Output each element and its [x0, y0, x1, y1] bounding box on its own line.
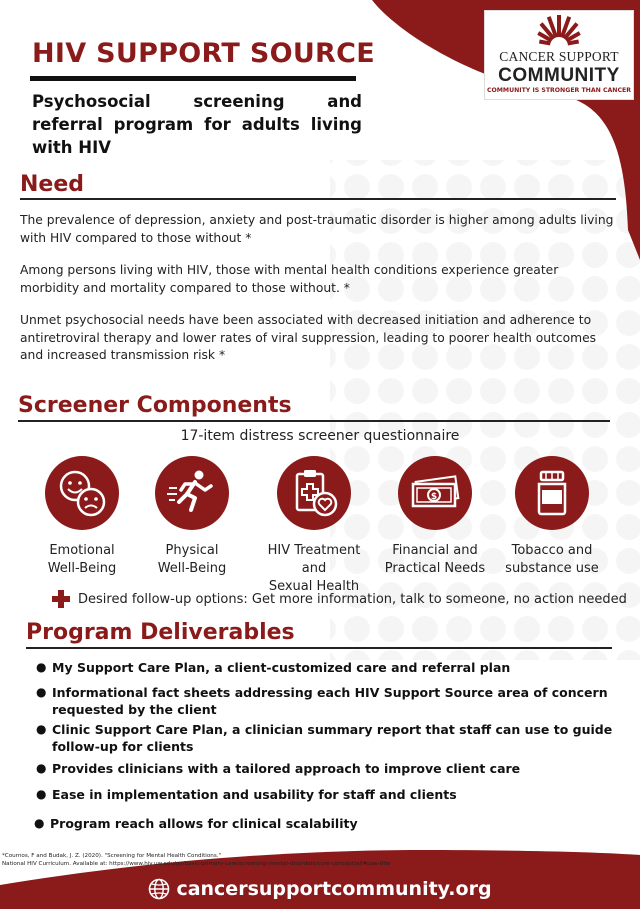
- component-physical: [134, 456, 250, 578]
- website-link[interactable]: cancersupportcommunity.org: [176, 878, 492, 900]
- bullet-icon: ●: [36, 722, 47, 736]
- bullet-icon: ●: [36, 787, 47, 801]
- component-label-line2: Practical Needs: [384, 561, 486, 576]
- svg-text:$: $: [430, 492, 438, 502]
- list-item: [36, 659, 616, 676]
- component-tobacco: [494, 456, 610, 578]
- deliverables-rule: [26, 647, 612, 649]
- need-rule: [20, 198, 616, 200]
- component-hiv-treatment: [256, 456, 372, 596]
- bullet-icon: ●: [36, 761, 47, 775]
- sunburst-logo-icon: [529, 13, 589, 49]
- component-label-line2: Sexual Health: [268, 579, 360, 594]
- component-label-line1: Tobacco and: [511, 543, 593, 558]
- list-item: [36, 786, 616, 803]
- deliverable-text: Program reach allows for clinical scalability: [50, 816, 358, 831]
- followup-text: Desired follow-up options: Get more information, talk to someone, no action needed: [78, 591, 627, 607]
- footer: [0, 878, 640, 900]
- need-heading: Need: [20, 172, 85, 197]
- footnote-line1: *Cournos, F and Budak, J. Z. (2020). "Screening for Mental Health Conditions.": [2, 853, 222, 859]
- bullet-icon: ●: [36, 685, 47, 699]
- page-title: HIV SUPPORT SOURCE: [32, 38, 376, 69]
- page-subtitle: Psychosocial screening and referral program for adults living with HIV: [32, 92, 362, 157]
- followup-note: [52, 590, 627, 608]
- component-emotional: [24, 456, 140, 578]
- deliverable-text: Clinic Support Care Plan, a clinician summary report that staff can use to guide follow-up for clients: [52, 722, 613, 754]
- component-label-line1: HIV Treatment and: [267, 543, 361, 576]
- logo-text-line1: CANCER SUPPORT: [499, 49, 619, 64]
- logo: [484, 10, 634, 100]
- deliverable-text: My Support Care Plan, a client-customized care and referral plan: [52, 660, 511, 675]
- deliverable-text: Informational fact sheets addressing each HIV Support Source area of concern requested by the client: [52, 685, 608, 717]
- component-label-line1: Emotional: [49, 543, 115, 558]
- deliverable-text: Ease in implementation and usability for staff and clients: [52, 787, 457, 802]
- list-item: [36, 760, 616, 777]
- screener-subheading: 17-item distress screener questionnaire: [180, 428, 460, 444]
- component-label-line1: Physical: [165, 543, 219, 558]
- need-paragraph-1: The prevalence of depression, anxiety and post-traumatic disorder is higher among adults living with HIV compared to those without *: [20, 213, 614, 245]
- need-paragraph-3: Unmet psychosocial needs have been associated with decreased initiation and adherence to antiretroviral therapy and lower rates of viral suppression, leading to poorer health outcomes and increased transmission risk *: [20, 313, 597, 362]
- pill-bottle-icon: [515, 456, 589, 530]
- logo-text-line2: COMMUNITY: [498, 65, 620, 86]
- title-underline: [30, 76, 356, 81]
- faces-icon: [45, 456, 119, 530]
- deliverable-text: Provides clinicians with a tailored approach to improve client care: [52, 761, 521, 776]
- globe-icon: [148, 878, 170, 900]
- money-icon: [398, 456, 472, 530]
- deliverables-heading: Program Deliverables: [26, 620, 295, 645]
- logo-tagline: COMMUNITY IS STRONGER THAN CANCER: [486, 87, 632, 94]
- screener-rule: [18, 420, 610, 422]
- clipboard-heart-icon: [277, 456, 351, 530]
- screener-heading: Screener Components: [18, 393, 292, 418]
- list-item: [34, 815, 614, 832]
- component-label-line2: Well-Being: [157, 561, 227, 576]
- runner-icon: [155, 456, 229, 530]
- component-label-line2: Well-Being: [47, 561, 117, 576]
- component-financial: [377, 456, 493, 578]
- bullet-icon: ●: [36, 660, 47, 674]
- plus-icon: [52, 590, 70, 608]
- need-paragraph-2: Among persons living with HIV, those with mental health conditions experience greater morbidity and mortality compared to those without. *: [20, 263, 559, 295]
- footnote-line2: National HIV Curriculum. Available at: https://www.hiv.uw.edu/go/basic-primary-care/screening-mental-disorders/core-concept/all#pae-title: [2, 861, 391, 867]
- bullet-icon: ●: [34, 816, 45, 830]
- list-item: [36, 721, 616, 755]
- component-label-line1: Financial and: [392, 543, 478, 558]
- component-label-line2: substance use: [505, 561, 599, 576]
- list-item: [36, 684, 616, 718]
